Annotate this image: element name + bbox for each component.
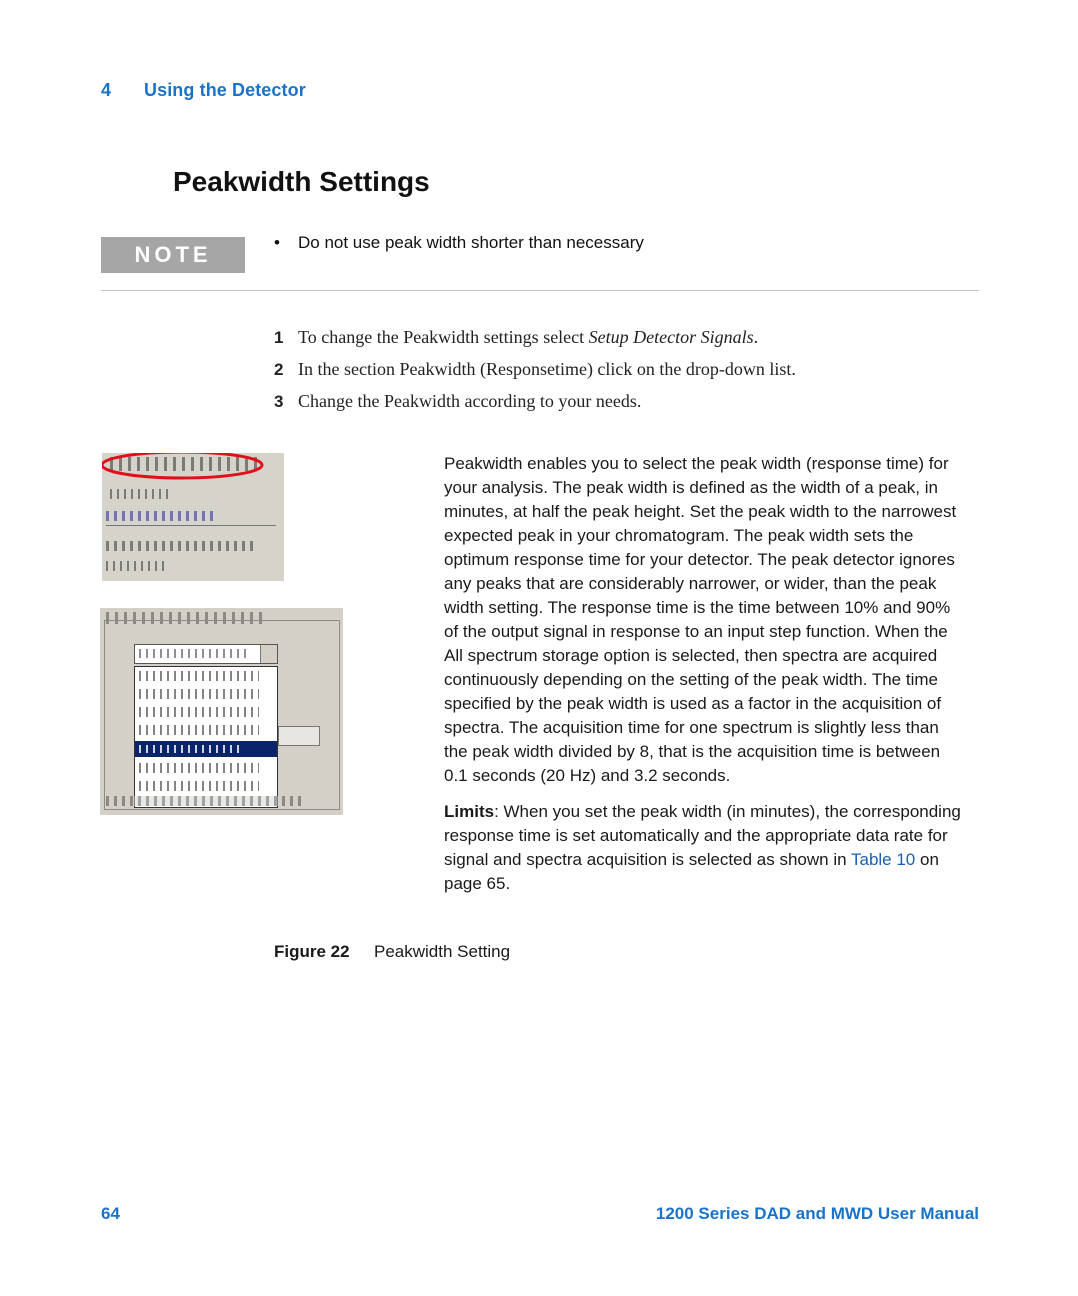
figure-caption-text: Peakwidth Setting [374, 942, 511, 961]
highlight-ellipse [102, 453, 270, 485]
limits-tail: on page 65. [444, 850, 939, 893]
note-label: NOTE [101, 237, 245, 273]
description-paragraph: Peakwidth enables you to select the peak width (response time) for your analysis. The peak width is defined as the width of a peak, in minutes, at half the peak height. Set the peak width to the narrowest expected peak in your chromatogram. The peak width sets the optimum response time for your detector. The peak detector ignores any peaks that are considerably narrower, or wider, than the peak width setting. The response time is the time between 10% and 90% of the output signal in response to an input step function. When the All spectrum storage option is selected, then spectra are acquired continuously depending on the setting of the peak width. The time specified by the peak width is used as a factor in the acquisition of spectra. The acquisition time for one spectrum is slightly less than the peak width divided by 8, that is the acquisition time is between 0.1 seconds (20 Hz) and 3.2 seconds. [444, 454, 957, 785]
step-text: In the section Peakwidth (Responsetime) click on the drop-down list. [298, 359, 796, 379]
step-text: Change the Peakwidth according to your needs. [298, 391, 642, 411]
footer-strip [106, 796, 306, 806]
step-3 [274, 391, 796, 423]
step-text-end: . [753, 327, 759, 347]
note-bullet: • [274, 233, 280, 252]
list-item[interactable] [139, 781, 259, 791]
menu-separator [106, 525, 276, 526]
screenshot-dropdown [100, 608, 343, 815]
page-number: 64 [101, 1204, 120, 1223]
step-number: 3 [274, 392, 284, 411]
divider [101, 290, 979, 291]
note-text [274, 233, 644, 253]
menu-line [110, 489, 172, 499]
step-2 [274, 359, 796, 391]
dropdown-value [139, 649, 249, 658]
manual-title: 1200 Series DAD and MWD User Manual [655, 1204, 979, 1223]
menu-line [106, 561, 166, 571]
figure-caption [274, 942, 510, 962]
side-button[interactable] [278, 726, 320, 746]
selected-text [139, 745, 239, 753]
table-link[interactable]: Table 10 [850, 850, 916, 869]
list-item[interactable] [139, 725, 259, 735]
menu-line [106, 511, 216, 521]
dropdown-list[interactable] [134, 666, 278, 808]
limits-label: Limits [444, 802, 495, 821]
step-number: 1 [274, 328, 284, 347]
step-list [274, 327, 796, 423]
step-number: 2 [274, 360, 284, 379]
list-item[interactable] [139, 763, 259, 773]
screenshot-menu [102, 453, 284, 581]
description [444, 452, 964, 908]
section-title: Peakwidth Settings [173, 166, 430, 197]
dropdown-field[interactable] [134, 644, 278, 664]
chapter-title: Using the Detector [144, 80, 306, 100]
step-emphasis: Setup Detector Signals [588, 327, 754, 347]
chapter-number: 4 [101, 80, 112, 100]
note-body: Do not use peak width shorter than necessary [298, 233, 644, 252]
list-item-selected[interactable] [135, 741, 277, 757]
list-item[interactable] [139, 689, 259, 699]
chevron-down-icon[interactable] [260, 645, 277, 663]
list-item[interactable] [139, 707, 259, 717]
limits-text: : When you set the peak width (in minutes), the corresponding response time is set automatically and the appropriate data rate for signal and spectra acquisition is selected as shown in [444, 802, 961, 869]
step-text: To change the Peakwidth settings select [298, 327, 589, 347]
running-header [101, 80, 306, 101]
limits-paragraph [444, 800, 964, 896]
menu-line [106, 541, 256, 551]
step-1 [274, 327, 796, 359]
list-item[interactable] [139, 671, 259, 681]
figure-label: Figure 22 [274, 942, 350, 961]
